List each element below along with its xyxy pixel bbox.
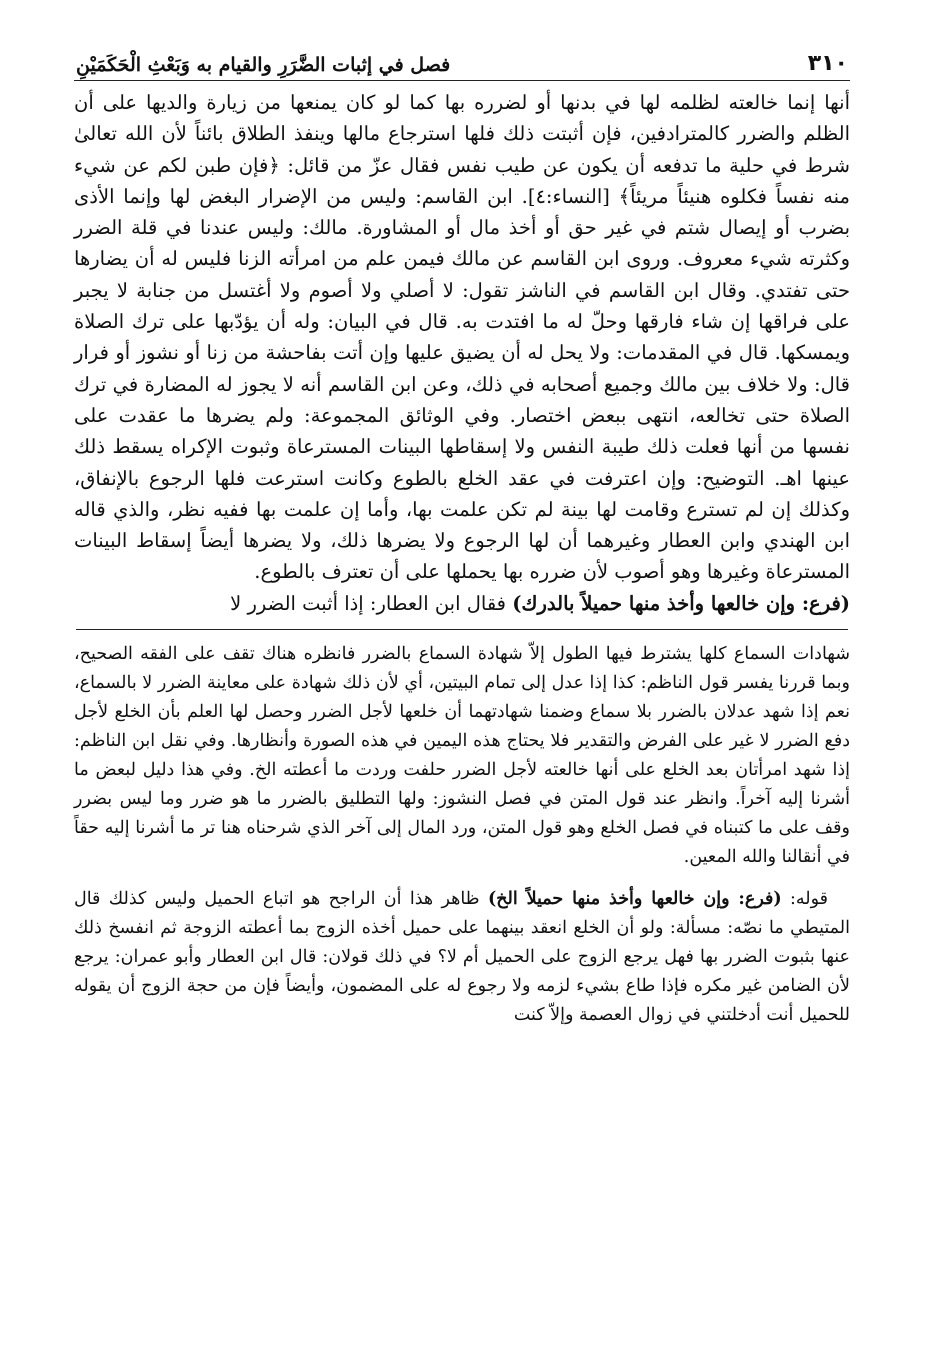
footnote-divider xyxy=(76,629,848,630)
fara-line xyxy=(74,588,850,619)
commentary-text: ظاهر هذا أن الراجح هو اتباع الحميل وليس كذلك قال المتيطي ما نصّه: مسألة: ولو أن الخلع انعقد بينهما على حميل أخذه الزوج بما أعطته الزوجة ثم انفسخ ذلك عنها بثبوت الضرر بها فهل يرجع الزوج على الحميل أم لا؟ في ذلك قولان: قال ابن العطار وأبو عمران: يرجع لأن الضامن غير مكره فإذا طاع بشيء لزمه ولا رجوع له على المضمون، وأيضاً فإن من حجة الزوج أن يقوله للحميل أنت أدخلتني في زوال العصمة وإلاّ كنت xyxy=(74,889,850,1026)
footnote-text: شهادات السماع كلها يشترط فيها الطول إلاّ شهادة السماع بالضرر فانظره هناك تقف على الفقه الصحيح، وبما قررنا يفسر قول الناظم: كذا إذا عدل إلى تمام البيتين، أي لأن ذلك شهادة على معاينة الضرر لا بالسماع، نعم إذا شهد عدلان بالضرر بلا سماع وضمنا شهادتهما أن خلعها لأجل الضرر وحصل لها العلم بأن الخلع لأجل دفع الضرر لا غير على الفرض والتقدير فلا يحتاج هذه اليمين في هذه الصورة وأنظارها. وفي نقل ابن الناظم: إذا شهد امرأتان بعد الخلع على أنها خالعته لأجل الضرر حلفت وردت ما أعطته الخ. وفي هذا دليل لبعض ما أشرنا إليه آخراً. وانظر عند قول المتن في فصل النشوز: ولها التطليق بالضرر ما هو ضرر وما ليس بضرر وقف على ما كتبناه في فصل الخلع وهو قول المتن، ورد المال إلى آخر الذي شرحناه هنا تر ما أشرنا إليه حقاً في أنقالنا والله المعين. xyxy=(74,644,851,868)
page-header xyxy=(74,36,850,81)
fara-label: (فرع: وإن خالعها وأخذ منها حميلاً بالدرك) xyxy=(512,591,850,615)
book-page xyxy=(74,36,850,1030)
running-title: فصل في إثبات الضَّرَرِ والقيام به وَبَعْثِ الْحَكَمَيْنِ xyxy=(76,54,451,76)
footnote xyxy=(74,640,850,872)
main-paragraph: أنها إنما خالعته لظلمه لها في بدنها أو لضرره بها كما لو كان يمنعها من زيارة والديها على أن الظلم والضرر كالمترادفين، فإن أثبتت ذلك فلها استرجاع مالها وينفذ الطلاق بائناً لأن الله تعالىٰ شرط في حلية ما تدفعه أن يكون عن طيب نفس فقال عزّ من قائل: ﴿فإن طبن لكم عن شيء منه نفساً فكلوه هنيئاً مريئاً﴾ [النساء:٤]. ابن القاسم: وليس من الإضرار البغض لها وإنما الأذى بضرب أو إيصال شتم في غير حق أو أخذ مال أو المشاورة. مالك: وليس عندنا في قلة الضرر وكثرته شيء معروف. وروى ابن القاسم عن مالك فيمن علم من امرأته الزنا فليس له أن يضارها حتى تفتدي. وقال ابن القاسم في الناشز تقول: لا أصلي ولا أصوم ولا أغتسل من جنابة لا يجبر على فراقها إن شاء فارقها وحلّ له ما افتدت به. قال في البيان: وله أن يؤدّبها على ترك الصلاة ويمسكها. قال في المقدمات: ولا يحل له أن يضيق عليها وإن أتت بفاحشة من زنا أو نشوز أو فرار قال: ولا خلاف بين مالك وجميع أصحابه في ذلك، وعن ابن القاسم أنه لا يجوز له المضارة في ترك الصلاة حتى تخالعه، انتهى ببعض اختصار. وفي الوثائق المجموعة: ولم يضرها ما عقدت على نفسها من أنها فعلت ذلك طيبة النفس ولا إسقاطها البينات المسترعاة وثبوت الإكراه يسقط ذلك عينها اهـ. التوضيح: وإن اعترفت في عقد الخلع بالطوع وكانت استرعت فلها الرجوع بالإنفاق، وكذلك إن لم تسترع وقامت لها بينة لم تكن علمت بها، وأما إن علمت بها ففيه نظر، والذي قاله ابن الهندي وابن العطار وغيرهما أن لها الرجوع ولا يضرها ذلك، ولا يضرها أيضاً إسقاط البينات المسترعاة وغيرها وهو أصوب لأن ضرره بها يحملها على أن تعترف بالطوع. xyxy=(74,91,850,584)
page-number: ٣١٠ xyxy=(807,51,848,76)
commentary-lead: قوله: xyxy=(781,889,828,910)
fara-text: فقال ابن العطار: إذا أثبت الضرر لا xyxy=(230,591,513,615)
commentary xyxy=(74,885,850,1030)
commentary-paragraph xyxy=(74,885,850,1030)
main-text xyxy=(74,87,850,619)
commentary-label: (فرع: وإن خالعها وأخذ منها حميلاً الخ) xyxy=(487,889,782,910)
